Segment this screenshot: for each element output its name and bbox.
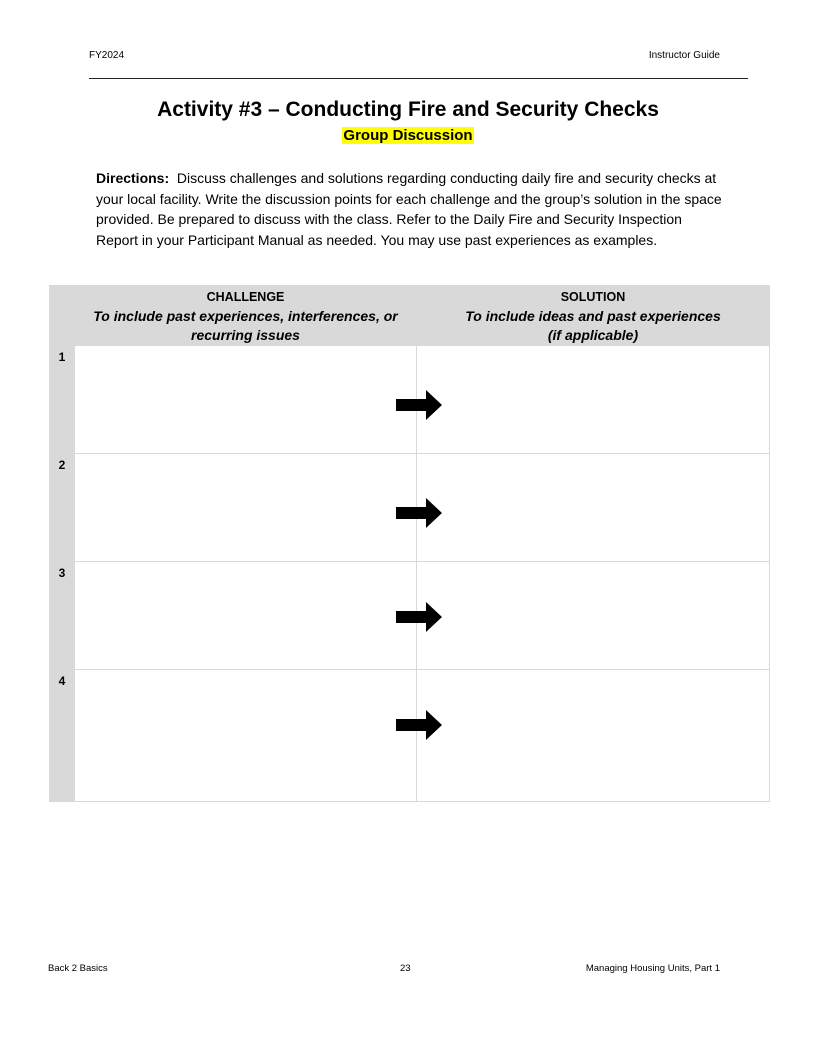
challenge-cell[interactable] <box>75 562 417 670</box>
header-guide-type: Instructor Guide <box>648 50 720 61</box>
row-number: 4 <box>50 670 75 802</box>
challenge-cell[interactable] <box>75 346 417 454</box>
directions-text: Discuss challenges and solutions regarding conducting daily fire and security checks at your local facility. Write the discussion points for each challenge and the group’s solution in the space provided. Be prepared to discuss with the class. Refer to the Daily Fire and Security Inspection Report in your Participant Manual as needed. You may use past experiences as examples. <box>96 170 722 248</box>
solution-cell[interactable] <box>417 346 770 454</box>
challenge-cell[interactable] <box>75 670 417 802</box>
challenge-caption: CHALLENGE <box>206 290 285 304</box>
right-arrow-icon <box>396 390 442 420</box>
page-subtitle: Group Discussion <box>343 127 473 144</box>
table-row <box>50 454 770 562</box>
row-number: 2 <box>50 454 75 562</box>
directions-paragraph <box>96 168 726 250</box>
solution-cell[interactable] <box>417 670 770 802</box>
footer-page-number: 23 <box>400 963 411 974</box>
header-fiscal-year: FY2024 <box>89 50 125 61</box>
subtitle-wrapper <box>0 127 816 145</box>
footer-course-name: Back 2 Basics <box>48 963 108 974</box>
header-challenge <box>75 286 417 346</box>
header-solution <box>417 286 770 346</box>
table-row <box>50 670 770 802</box>
right-arrow-icon <box>396 710 442 740</box>
right-arrow-icon <box>396 498 442 528</box>
challenge-subcaption: To include past experiences, interferences, or recurring issues <box>93 308 398 343</box>
challenge-cell[interactable] <box>75 454 417 562</box>
page-title: Activity #3 – Conducting Fire and Security Checks <box>157 98 659 121</box>
table-row <box>50 346 770 454</box>
solution-caption: SOLUTION <box>560 290 626 304</box>
row-number: 3 <box>50 562 75 670</box>
table-header-row <box>50 286 770 346</box>
directions-label: Directions: <box>96 170 170 186</box>
solution-cell[interactable] <box>417 562 770 670</box>
solution-cell[interactable] <box>417 454 770 562</box>
footer-module-name: Managing Housing Units, Part 1 <box>585 963 720 974</box>
header-divider <box>89 78 748 79</box>
header-number-cell <box>50 286 75 346</box>
solution-subcaption: To include ideas and past experiences (if applicable) <box>465 308 721 343</box>
challenge-solution-table <box>49 285 770 802</box>
row-number: 1 <box>50 346 75 454</box>
right-arrow-icon <box>396 602 442 632</box>
table-row <box>50 562 770 670</box>
